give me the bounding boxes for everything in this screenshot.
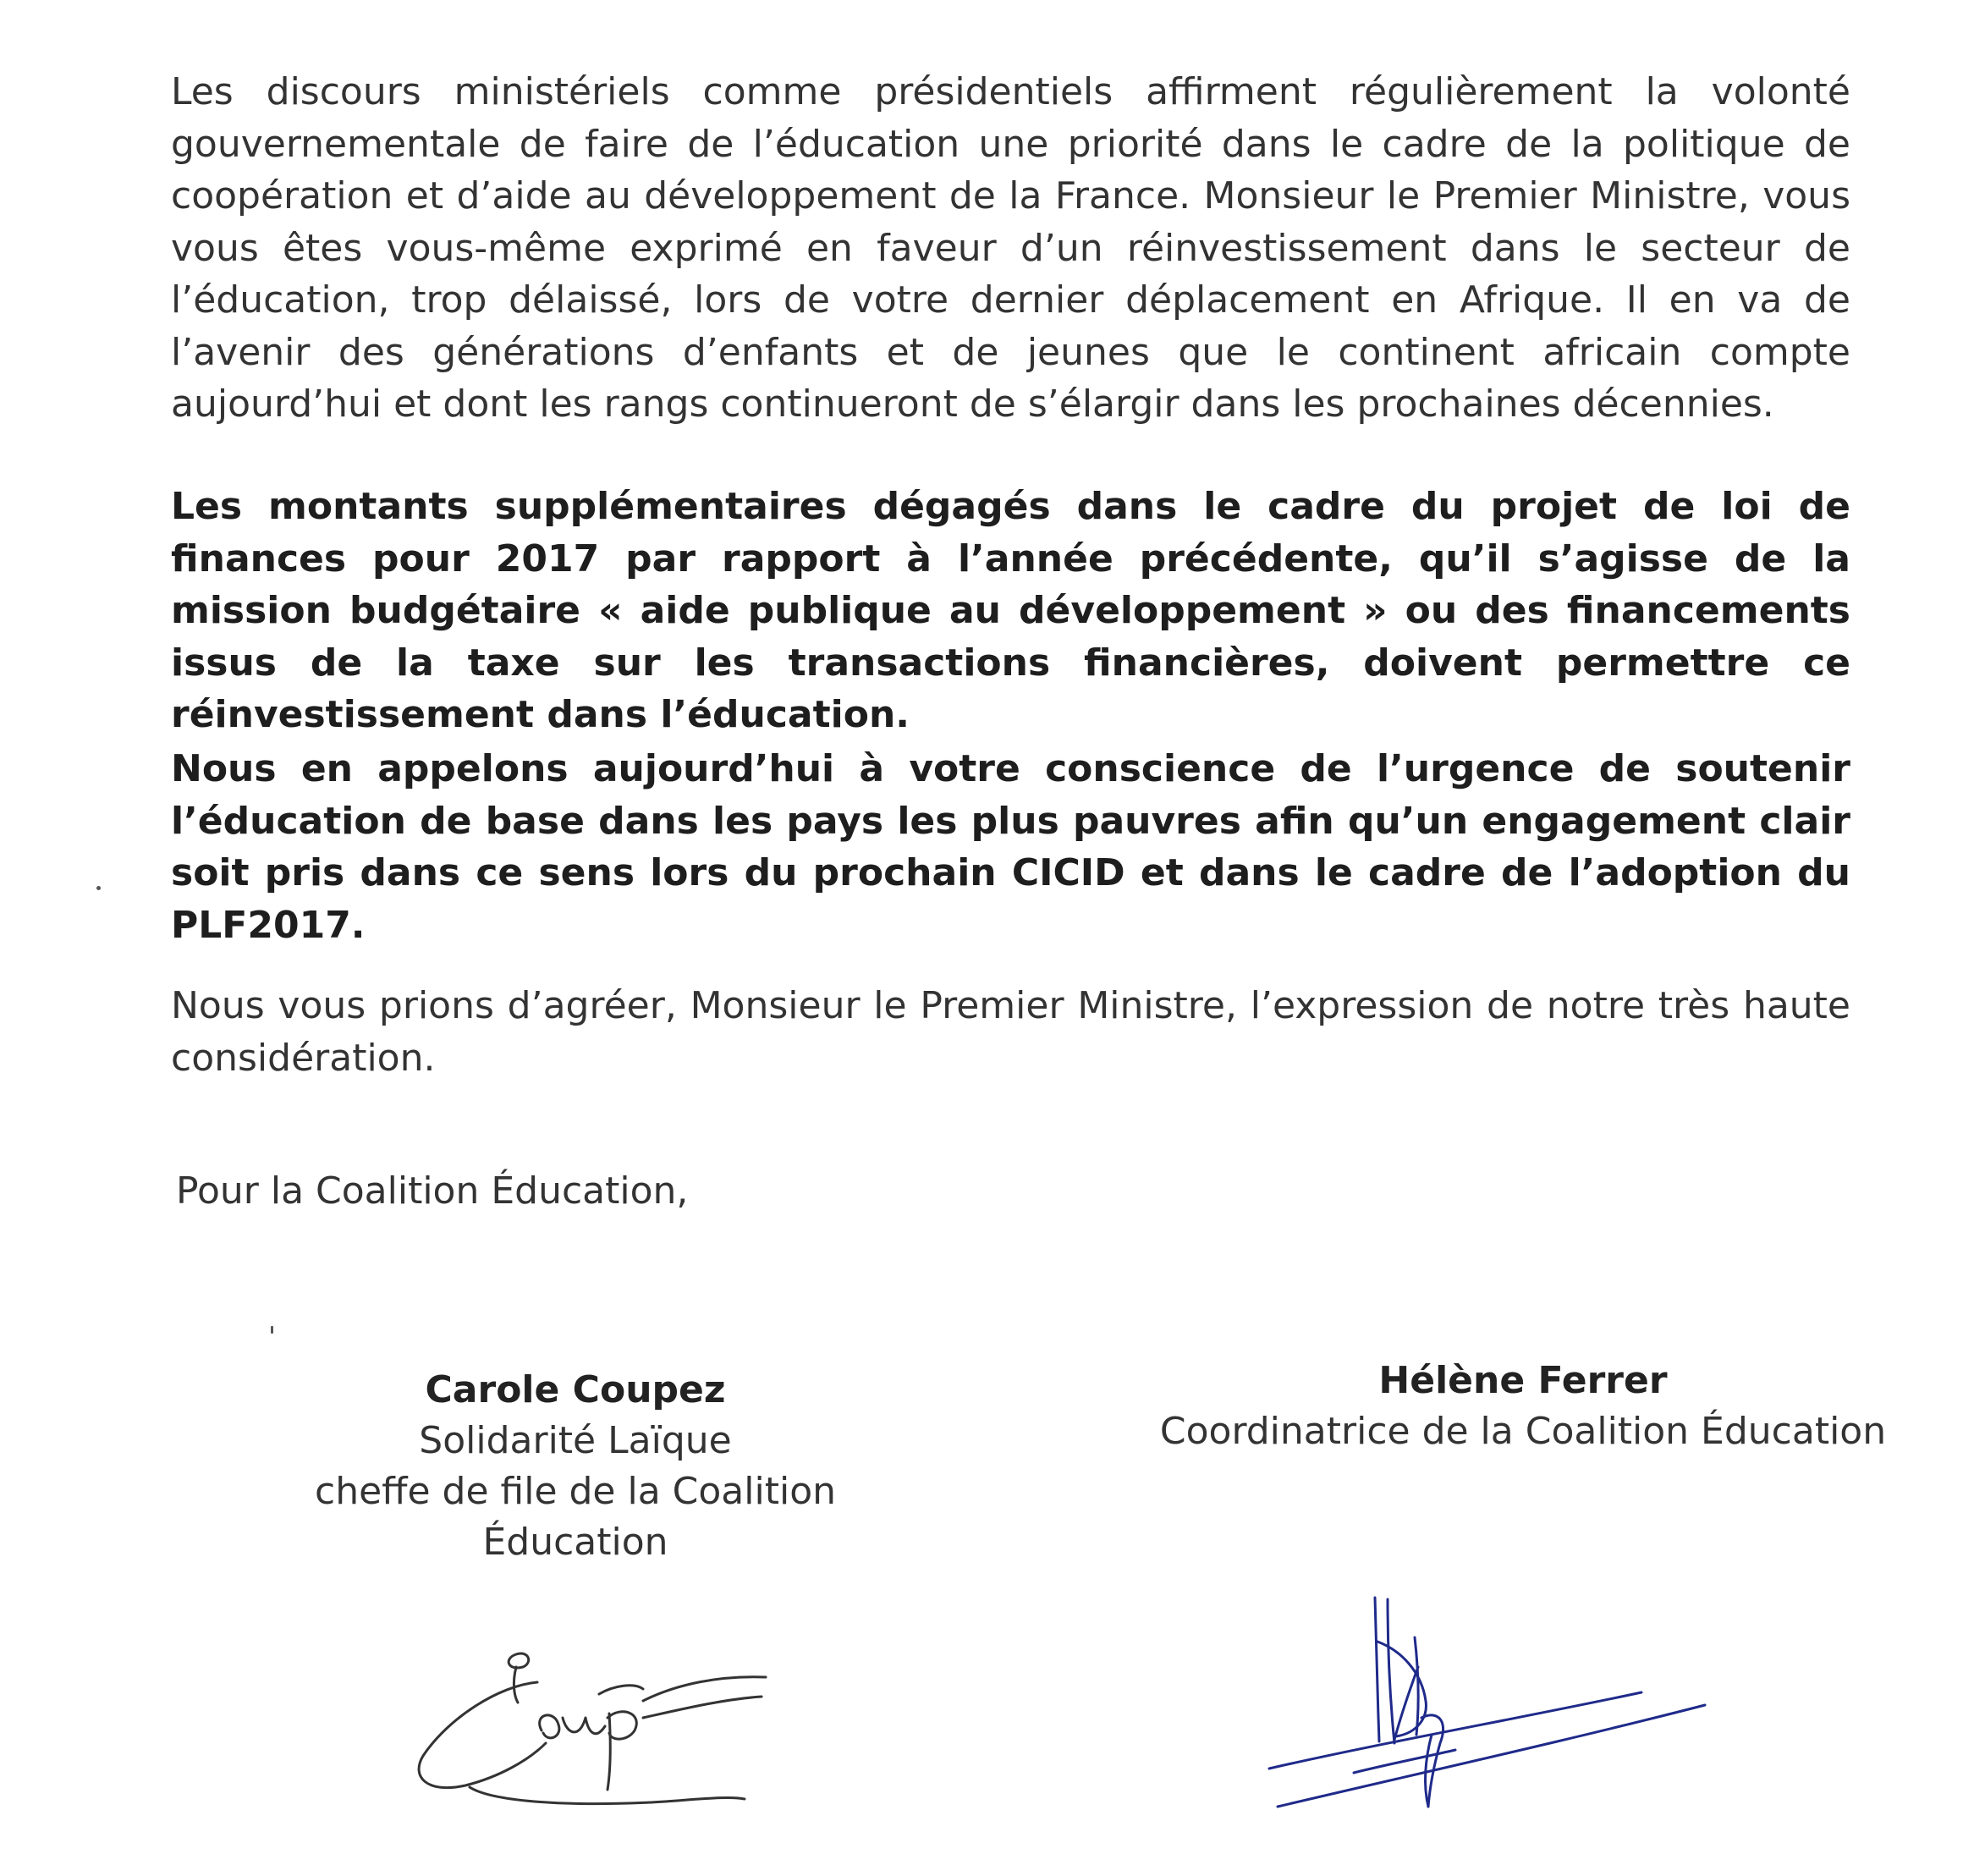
closing-line: Pour la Coalition Éducation, [176, 1169, 689, 1213]
paragraph-appeal: Nous en appelons aujourd’hui à votre conscience de l’urgence de soutenir l’éducation de base dans les pays les plus pauvres afin qu’un engagement clair soit pris dans ce sens lors du prochain CICID et dans le cadre de l’adoption du PLF2017. [171, 747, 1850, 947]
signatory-left [220, 1365, 931, 1568]
paragraph-intro: Les discours ministériels comme présidentiels affirment régulièrement la volonté gouvernementale de faire de l’éducation une priorité dans le cadre de la politique de coopération et d’aide au développement de la France. Monsieur le Premier Ministre, vous vous êtes vous-même exprimé en faveur d’un réinvestissement dans le secteur de l’éducation, trop délaissé, lors de votre dernier déplacement en Afrique. Il en va de l’avenir des générations d’enfants et de jeunes que le continent africain compte aujourd’hui et dont les rangs continueront de s’élargir dans les prochaines décennies. [171, 70, 1850, 426]
paragraph-regards: Nous vous prions d’agréer, Monsieur le Premier Ministre, l’expression de notre très haute considération. [171, 984, 1850, 1080]
scan-speck [271, 1326, 273, 1334]
signatory-left-role: cheffe de file de la Coalition Éducation [315, 1470, 836, 1564]
signature-left [389, 1633, 778, 1811]
signatory-left-organization: Solidarité Laïque [419, 1419, 732, 1462]
signatory-left-name: Carole Coupez [425, 1368, 726, 1411]
paragraph-budget: Les montants supplémentaires dégagés dans le cadre du projet de loi de finances pour 2017 par rapport à l’année précédente, qu’il s’agisse de la mission budgétaire « aide publique au développement » ou des financements issus de la taxe sur les transactions financières, doivent permettre ce réinvestissement dans l’éducation. [171, 485, 1850, 736]
signatory-right [1151, 1356, 1895, 1457]
scan-speck [96, 886, 101, 890]
signatory-right-role: Coordinatrice de la Coalition Éducation [1159, 1410, 1887, 1453]
signature-right [1252, 1591, 1726, 1845]
signatory-right-name: Hélène Ferrer [1378, 1359, 1668, 1402]
